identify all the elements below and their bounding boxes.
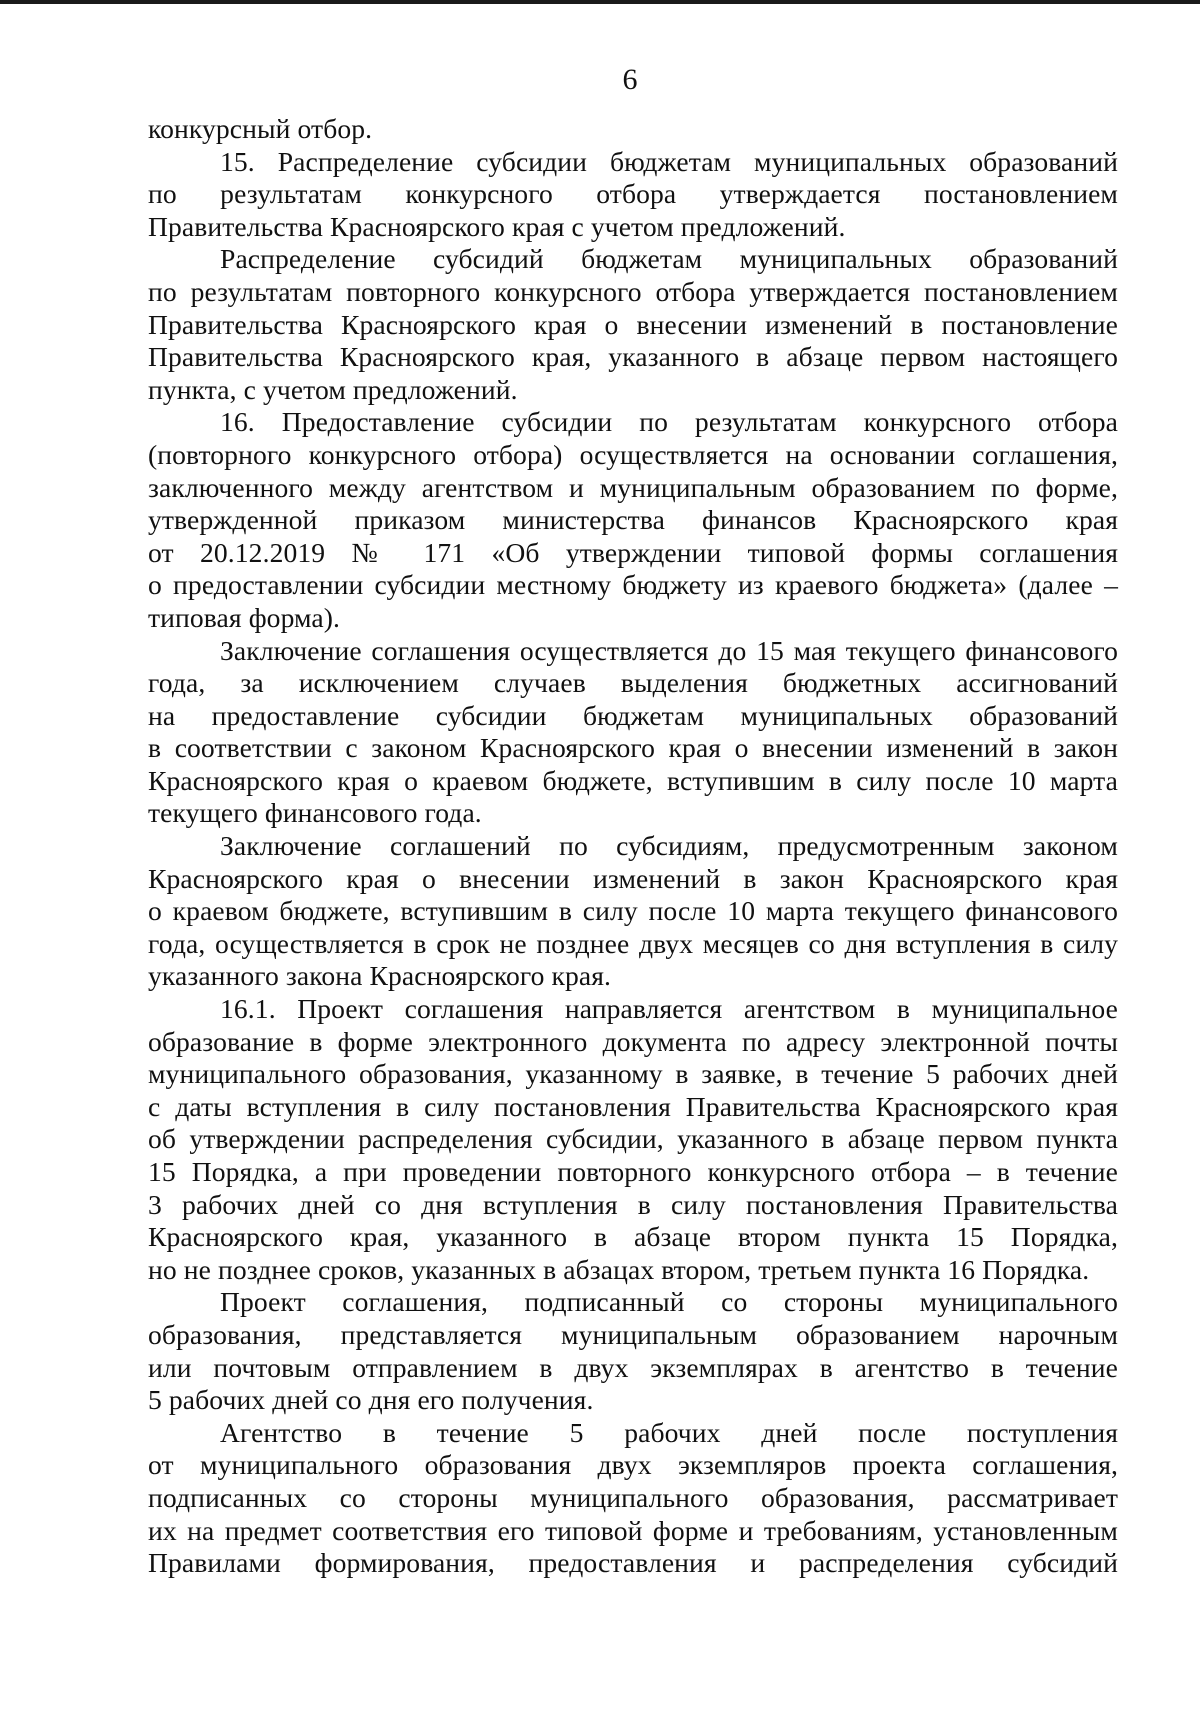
text-line: текущего финансового года.	[148, 797, 482, 829]
text-line: 16.1. Проект соглашения направляется агентством в муниципальное	[220, 993, 1118, 1025]
text-line: Красноярского края о внесении изменений в закон Красноярского края	[148, 862, 1118, 894]
text-line: года, за исключением случаев выделения бюджетных ассигнований	[148, 667, 1118, 699]
text-line: по результатам повторного конкурсного отбора утверждается постановлением	[148, 275, 1118, 307]
text-line: по результатам конкурсного отбора утверждается постановлением	[148, 178, 1118, 210]
scan-top-edge	[0, 0, 1200, 4]
text-line: утвержденной приказом министерства финансов Красноярского края	[148, 504, 1118, 536]
text-line: Красноярского края, указанного в абзаце втором пункта 15 Порядка,	[148, 1221, 1118, 1253]
text-line: (повторного конкурсного отбора) осуществляется на основании соглашения,	[148, 438, 1118, 470]
text-line: но не позднее сроков, указанных в абзацах втором, третьем пункта 16 Порядка.	[148, 1253, 1090, 1285]
text-line: о краевом бюджете, вступившим в силу после 10 марта текущего финансового	[148, 895, 1118, 927]
text-line: 3 рабочих дней со дня вступления в силу постановления Правительства	[148, 1188, 1118, 1220]
text-line: в соответствии с законом Красноярского края о внесении изменений в закон	[148, 732, 1118, 764]
text-line: заключенного между агентством и муниципальным образованием по форме,	[148, 471, 1118, 503]
text-line: типовая форма).	[148, 601, 341, 633]
text-line: конкурсный отбор.	[148, 113, 373, 144]
text-line: Правительства Красноярского края с учетом предложений.	[148, 210, 846, 242]
text-line: 15 Порядка, а при проведении повторного конкурсного отбора – в течение	[148, 1156, 1118, 1187]
text-line: Правительства Красноярского края, указанного в абзаце первом настоящего	[148, 341, 1118, 373]
text-line: Заключение соглашения осуществляется до 15 мая текущего финансового	[220, 634, 1118, 666]
document-body	[148, 113, 1118, 1580]
text-line: на предоставление субсидии бюджетам муниципальных образований	[148, 699, 1118, 731]
text-line: от муниципального образования двух экземпляров проекта соглашения,	[148, 1449, 1118, 1481]
text-line: пункта, с учетом предложений.	[148, 373, 518, 405]
text-line: их на предмет соответствия его типовой форме и требованиям, установленным	[148, 1514, 1118, 1546]
text-line: образование в форме электронного документа по адресу электронной почты	[148, 1025, 1118, 1057]
text-line: Проект соглашения, подписанный со стороны муниципального	[220, 1286, 1118, 1318]
text-line: указанного закона Красноярского края.	[148, 960, 612, 992]
text-line: 5 рабочих дней со дня его получения.	[148, 1384, 594, 1416]
text-line: Правительства Красноярского края о внесении изменений в постановление	[148, 308, 1118, 340]
text-line: 15. Распределение субсидии бюджетам муниципальных образований	[220, 145, 1118, 177]
text-line: подписанных со стороны муниципального образования, рассматривает	[148, 1481, 1118, 1513]
text-line: Красноярского края о краевом бюджете, вступившим в силу после 10 марта	[148, 764, 1118, 796]
text-line: муниципального образования, указанному в заявке, в течение 5 рабочих дней	[148, 1058, 1118, 1090]
text-line: Распределение субсидий бюджетам муниципальных образований	[220, 243, 1118, 275]
text-line: или почтовым отправлением в двух экземплярах в агентство в течение	[148, 1351, 1118, 1383]
text-line: от 20.12.2019 № 171 «Об утверждении типовой формы соглашения	[148, 536, 1118, 568]
text-line: образования, представляется муниципальным образованием нарочным	[148, 1318, 1118, 1350]
text-line: о предоставлении субсидии местному бюджету из краевого бюджета» (далее –	[148, 569, 1118, 601]
text-line: Агентство в течение 5 рабочих дней после поступления	[220, 1416, 1118, 1448]
text-line: 16. Предоставление субсидии по результатам конкурсного отбора	[220, 406, 1118, 438]
text-line: Заключение соглашений по субсидиям, предусмотренным законом	[220, 830, 1118, 862]
text-line: с даты вступления в силу постановления Правительства Красноярского края	[148, 1090, 1118, 1122]
text-line: Правилами формирования, предоставления и распределения субсидий	[148, 1547, 1118, 1579]
text-line: года, осуществляется в срок не позднее двух месяцев со дня вступления в силу	[148, 927, 1118, 959]
page-number: 6	[622, 63, 638, 96]
text-line: об утверждении распределения субсидии, указанного в абзаце первом пункта	[148, 1123, 1118, 1155]
